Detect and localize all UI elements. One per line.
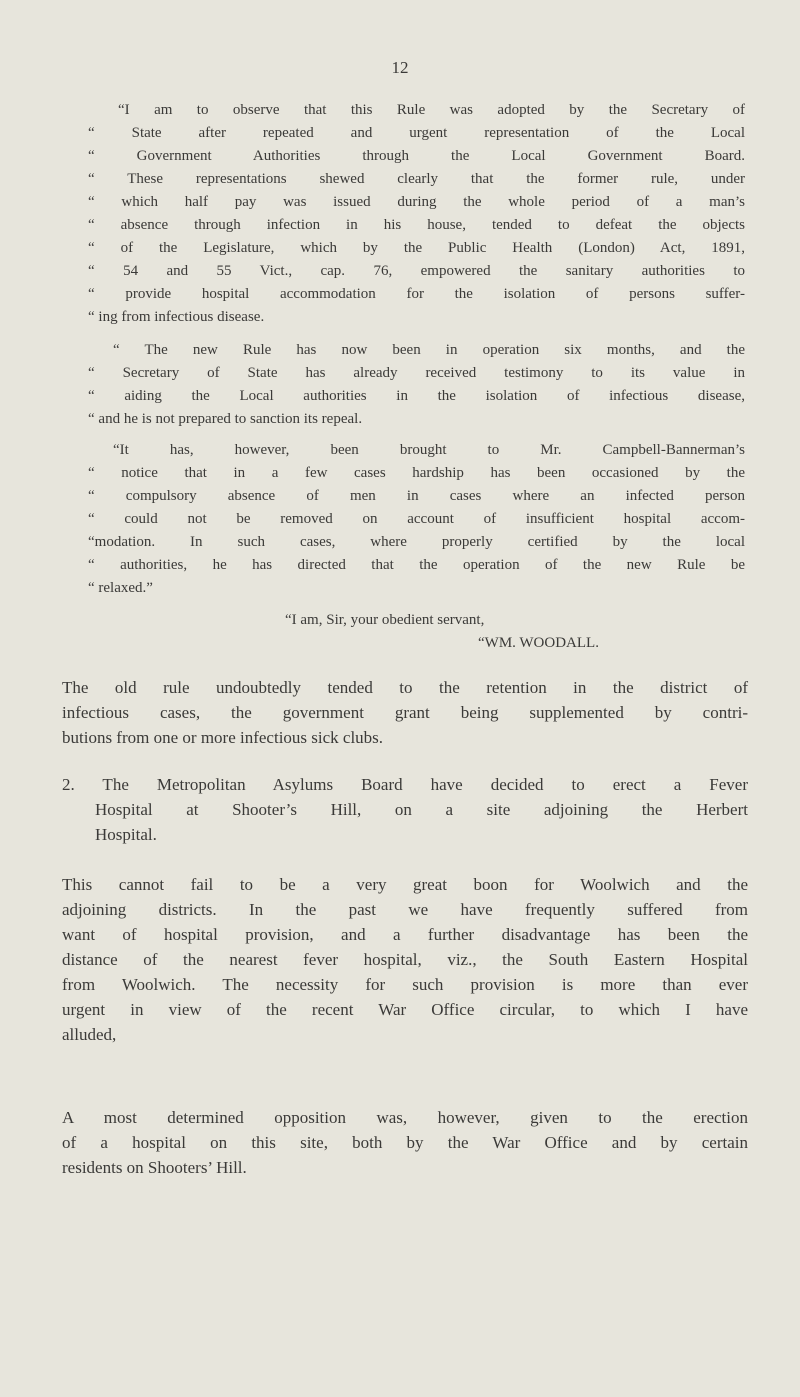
text-line: want of hospital provision, and a further disadvantage has been the [62, 925, 748, 944]
text-line: alluded, [62, 1025, 117, 1044]
text-line: “ These representations shewed clearly that the former rule, under [88, 171, 745, 187]
text-line: “ aiding the Local authorities in the isolation of infectious disease, [88, 388, 745, 404]
text-line: “ 54 and 55 Vict., cap. 76, empowered the sanitary authorities to [88, 263, 745, 279]
text-line: distance of the nearest fever hospital, viz., the South Eastern Hospital [62, 950, 748, 969]
text-line: “ relaxed.” [88, 580, 153, 596]
text-line: urgent in view of the recent War Office circular, to which I have [62, 1000, 748, 1019]
text-line: “ The new Rule has now been in operation six months, and the [113, 342, 745, 358]
text-line: “modation. In such cases, where properly certified by the local [88, 534, 745, 550]
text-line: “ could not be removed on account of insufficient hospital accom- [88, 511, 745, 527]
text-line: of a hospital on this site, both by the War Office and by certain [62, 1133, 748, 1152]
text-line: “ and he is not prepared to sanction its repeal. [88, 411, 363, 427]
text-line: adjoining districts. In the past we have frequently suffered from [62, 900, 748, 919]
text-line: “ authorities, he has directed that the operation of the new Rule be [88, 557, 745, 573]
text-line: “ ing from infectious disease. [88, 309, 265, 325]
text-line: The old rule undoubtedly tended to the retention in the district of [62, 678, 748, 697]
text-line: “ Secretary of State has already received testimony to its value in [88, 365, 745, 381]
text-line: This cannot fail to be a very great boon for Woolwich and the [62, 875, 748, 894]
text-line: “WM. WOODALL. [478, 635, 599, 651]
text-line: A most determined opposition was, however, given to the erection [62, 1108, 748, 1127]
text-line: Hospital. [95, 825, 157, 844]
text-line: residents on Shooters’ Hill. [62, 1158, 247, 1177]
text-line: “ absence through infection in his house, tended to defeat the objects [88, 217, 745, 233]
text-line: “ which half pay was issued during the whole period of a man’s [88, 194, 745, 210]
text-line: butions from one or more infectious sick clubs. [62, 728, 384, 747]
text-line: “ compulsory absence of men in cases where an infected person [88, 488, 745, 504]
text-line: infectious cases, the government grant being supplemented by contri- [62, 703, 748, 722]
text-line: “ State after repeated and urgent representation of the Local [88, 125, 745, 141]
page-number: 12 [391, 58, 409, 77]
text-line: “ notice that in a few cases hardship has been occasioned by the [88, 465, 745, 481]
text-line: “It has, however, been brought to Mr. Campbell-Bannerman’s [113, 442, 745, 458]
text-line: from Woolwich. The necessity for such provision is more than ever [62, 975, 748, 994]
text-line: “ of the Legislature, which by the Public Health (London) Act, 1891, [88, 240, 745, 256]
text-line: 2. The Metropolitan Asylums Board have decided to erect a Fever [62, 775, 748, 794]
text-line: Hospital at Shooter’s Hill, on a site adjoining the Herbert [95, 800, 748, 819]
text-line: “ provide hospital accommodation for the isolation of persons suffer- [88, 286, 745, 302]
text-line: “I am, Sir, your obedient servant, [285, 612, 485, 628]
text-line: “I am to observe that this Rule was adopted by the Secretary of [118, 102, 745, 118]
text-line: “ Government Authorities through the Local Government Board. [88, 148, 745, 164]
